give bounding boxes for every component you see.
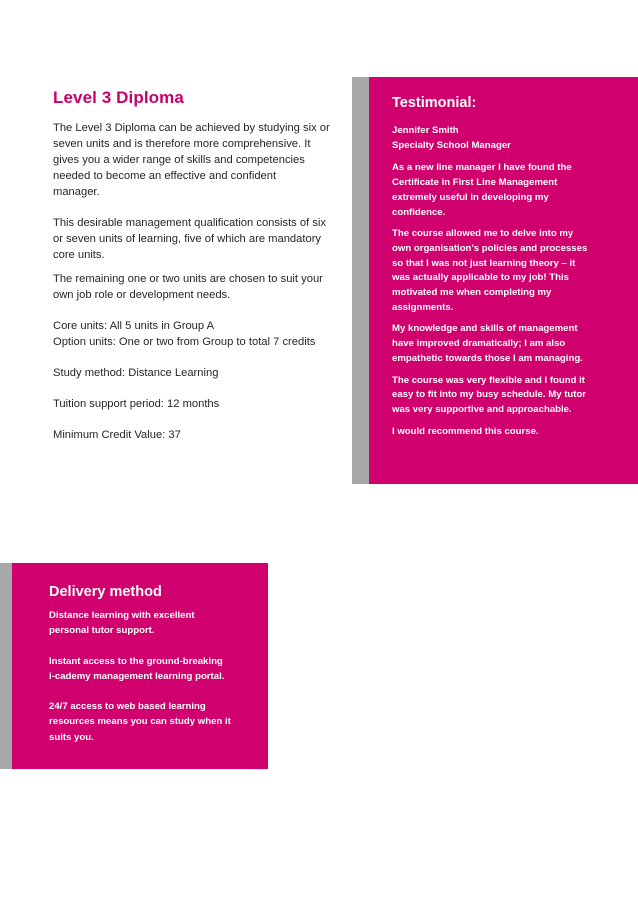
text-line: extremely useful in developing my	[392, 191, 549, 203]
delivery-panel	[12, 563, 268, 769]
testimonial-sidebar-bar	[352, 77, 369, 484]
testimonial-panel	[369, 77, 638, 484]
text-line: empathetic towards those I am managing.	[392, 352, 583, 364]
text-line: i-cademy management learning portal.	[49, 670, 225, 682]
diploma-paragraph-2	[53, 215, 345, 263]
text-line: so that I was not just learning theory – it	[392, 257, 576, 269]
text-line: or seven units of learning, five of which are mandatory	[53, 233, 322, 245]
testimonial-author	[392, 124, 620, 153]
core-units: Core units: All 5 units in Group A	[53, 320, 215, 332]
text-line: The remaining one or two units are chosen to suit your	[53, 273, 323, 285]
text-line: Instant access to the ground-breaking	[49, 655, 223, 667]
delivery-paragraph-2	[49, 654, 259, 685]
text-line: was very supportive and approachable.	[392, 403, 572, 415]
testimonial-paragraph-1	[392, 161, 620, 220]
text-line: confidence.	[392, 206, 446, 218]
text-line: needed to become an effective and confident	[53, 170, 277, 182]
option-units: Option units: One or two from Group to total 7 credits	[53, 336, 316, 348]
text-line: As a new line manager I have found the	[392, 162, 572, 174]
author-name: Jennifer Smith	[392, 125, 459, 136]
author-role: Specialty School Manager	[392, 139, 511, 151]
diploma-section	[53, 88, 345, 443]
text-line: own job role or development needs.	[53, 289, 231, 301]
text-line: The course allowed me to delve into my	[392, 228, 574, 240]
text-line: Certificate in First Line Management	[392, 177, 558, 189]
text-line: core units.	[53, 249, 105, 261]
text-line: was actually applicable to my job! This	[392, 272, 569, 284]
text-line: seven units and is therefore more comprehensive. It	[53, 138, 311, 150]
text-line: gives you a wider range of skills and competencies	[53, 154, 305, 166]
text-line: This desirable management qualification consists of six	[53, 217, 326, 229]
text-line: motivated me when completing my	[392, 287, 552, 299]
minimum-credit: Minimum Credit Value: 37	[53, 429, 181, 441]
tuition-period: Tuition support period: 12 months	[53, 398, 220, 410]
delivery-title: Delivery method	[49, 584, 162, 600]
delivery-paragraph-3	[49, 699, 259, 745]
study-method: Study method: Distance Learning	[53, 367, 219, 379]
testimonial-paragraph-4	[392, 374, 620, 418]
text-line: The Level 3 Diploma can be achieved by studying six or	[53, 122, 330, 134]
testimonial-title: Testimonial:	[392, 95, 477, 111]
units-info	[53, 318, 345, 350]
text-line: own organisation’s policies and processes	[392, 242, 588, 254]
text-line: suits you.	[49, 731, 94, 743]
delivery-sidebar-bar	[0, 563, 12, 769]
text-line: assignments.	[392, 301, 454, 313]
diploma-title: Level 3 Diploma	[53, 88, 184, 107]
testimonial-paragraph-5: I would recommend this course.	[392, 425, 539, 437]
text-line: The course was very flexible and I found it	[392, 374, 585, 386]
text-line: easy to fit into my busy schedule. My tutor	[392, 389, 587, 401]
text-line: My knowledge and skills of management	[392, 323, 578, 335]
text-line: have improved dramatically; I am also	[392, 338, 566, 350]
diploma-paragraph-1	[53, 120, 345, 200]
text-line: Distance learning with excellent	[49, 610, 195, 621]
delivery-paragraph-1	[49, 608, 259, 639]
text-line: resources means you can study when it	[49, 716, 231, 728]
testimonial-paragraph-2	[392, 227, 620, 315]
testimonial-paragraph-3	[392, 322, 620, 366]
text-line: 24/7 access to web based learning	[49, 701, 206, 713]
text-line: manager.	[53, 186, 100, 198]
diploma-paragraph-3	[53, 271, 345, 303]
text-line: personal tutor support.	[49, 625, 155, 637]
